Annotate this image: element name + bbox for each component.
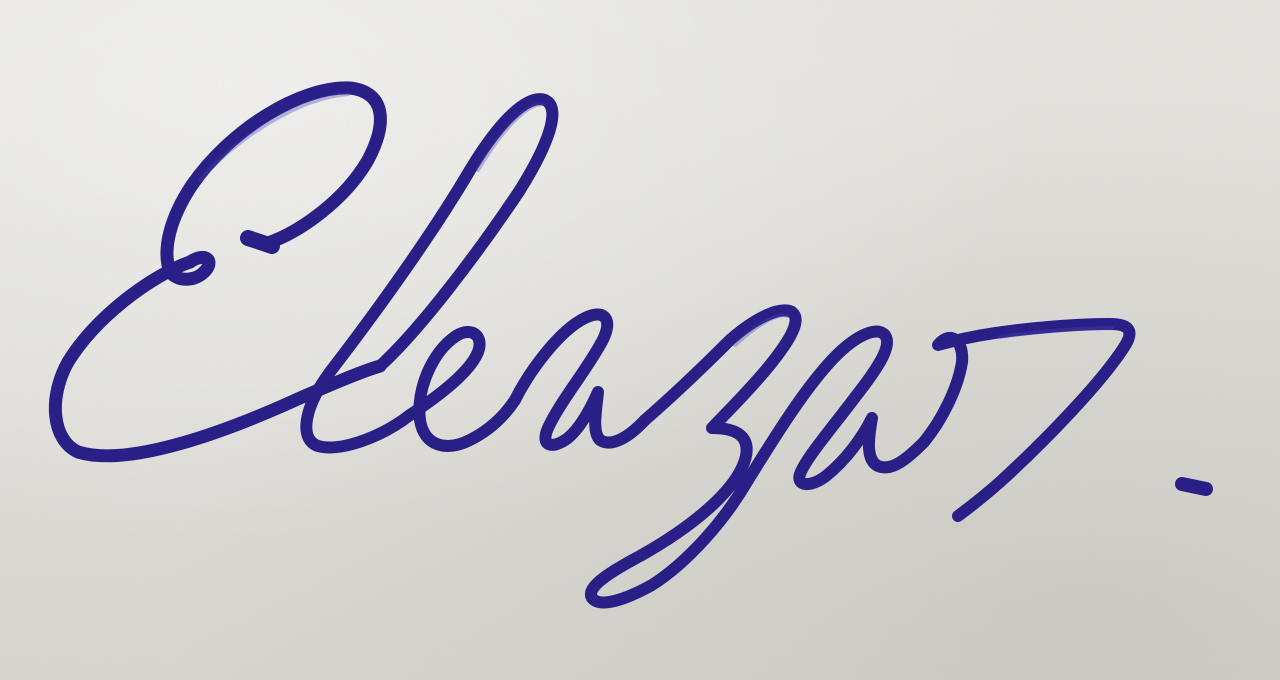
signature-letter-a xyxy=(515,314,645,444)
signature-letter-r xyxy=(924,324,1129,516)
signature-letter-e xyxy=(410,332,515,446)
signature-letter-E-bottom xyxy=(55,262,380,456)
signature-period xyxy=(1182,484,1206,489)
signature-ink-blot xyxy=(248,238,272,246)
